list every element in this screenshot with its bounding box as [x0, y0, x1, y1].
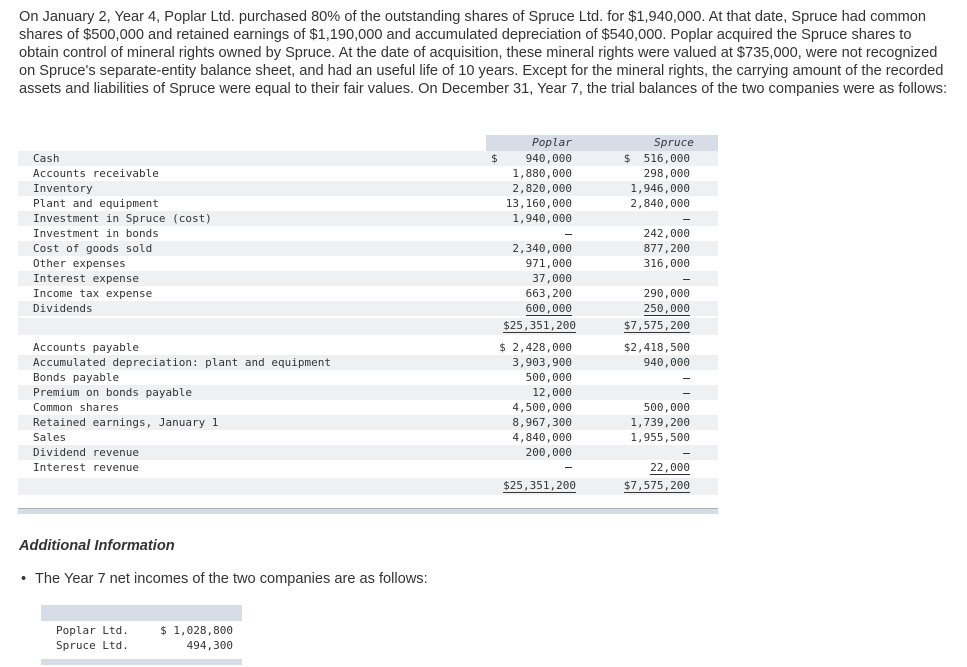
- spruce-amount: $2,418,500: [623, 341, 690, 354]
- bullet-icon: •: [21, 571, 27, 587]
- poplar-amount: 8,967,300: [512, 416, 572, 429]
- spruce-amount-dash: [604, 445, 690, 460]
- table-row: [18, 166, 718, 181]
- table-row: [18, 415, 718, 430]
- table-row: [18, 241, 718, 256]
- poplar-amount-dash: [486, 226, 572, 241]
- table-row: [18, 181, 718, 196]
- row-label: Dividend revenue: [33, 446, 139, 459]
- row-label: Retained earnings, January 1: [33, 416, 219, 429]
- spruce-amount: 940,000: [643, 356, 690, 369]
- spruce-amount-dash: [604, 271, 690, 286]
- table-row: [18, 256, 718, 271]
- net-income-table: [41, 605, 242, 665]
- spruce-amount: 877,200: [643, 242, 690, 255]
- row-label: Investment in bonds: [33, 227, 159, 240]
- table-row: [18, 271, 718, 286]
- row-label: Cost of goods sold: [33, 242, 153, 255]
- row-label: Plant and equipment: [33, 197, 159, 210]
- column-header-poplar: Poplar: [532, 136, 572, 149]
- table-footer-band: [18, 508, 718, 514]
- poplar-amount: 4,500,000: [512, 401, 572, 414]
- poplar-amount: 663,200: [525, 287, 572, 300]
- poplar-amount: 940,000: [525, 152, 572, 165]
- problem-intro-paragraph: On January 2, Year 4, Poplar Ltd. purchased 80% of the outstanding shares of Spruce Ltd. for $1,940,000. At that date, Spruce had common shares of $500,000 and retained earnings of $1,190,000 and accumulated depreciation of $540,000. Poplar acquired the Spruce shares to obtain control of mineral rights owned by Spruce. At the date of acquisition, these mineral rights were valued at $735,000, were not recognized on Spruce's separate-entity balance sheet, and had an useful life of 10 years. Except for the mineral rights, the carrying amount of the recorded assets and liabilities of Spruce were equal to their fair values. On December 31, Year 7, the trial balances of the two companies were as follows:: [19, 9, 948, 97]
- table-row: [18, 286, 718, 301]
- bullet-item: • The Year 7 net incomes of the two companies are as follows:: [21, 571, 428, 587]
- row-label: Investment in Spruce (cost): [33, 212, 212, 225]
- table-row: [18, 400, 718, 415]
- net-income-amount: $ 1,028,800: [160, 624, 233, 637]
- spruce-amount: 290,000: [643, 287, 690, 300]
- trial-balance-table: [18, 135, 718, 515]
- table-row: [18, 460, 718, 475]
- poplar-amount: 500,000: [525, 371, 572, 384]
- spruce-amount: 22,000: [650, 461, 690, 474]
- table-row: [18, 355, 718, 370]
- row-label: Interest expense: [33, 272, 139, 285]
- row-label: Premium on bonds payable: [33, 386, 192, 399]
- poplar-credit-total: $25,351,200: [503, 479, 576, 492]
- table-row: [18, 385, 718, 400]
- spruce-credit-total: $7,575,200: [623, 479, 690, 492]
- spruce-amount: 1,955,500: [630, 431, 690, 444]
- spruce-amount: $ 516,000: [623, 152, 690, 165]
- table-row: [18, 340, 718, 355]
- table-row: [41, 638, 242, 653]
- spruce-amount: 500,000: [643, 401, 690, 414]
- row-label: Dividends: [33, 302, 93, 315]
- spruce-amount: 298,000: [643, 167, 690, 180]
- table-row: [18, 301, 718, 316]
- poplar-amount: 3,903,900: [512, 356, 572, 369]
- row-label: Income tax expense: [33, 287, 153, 300]
- poplar-amount: 1,940,000: [512, 212, 572, 225]
- row-label: Inventory: [33, 182, 93, 195]
- spruce-amount: 316,000: [643, 257, 690, 270]
- table-row: [18, 445, 718, 460]
- table-row: [18, 151, 718, 166]
- spruce-amount-dash: [604, 211, 690, 226]
- net-income-amount: 494,300: [186, 639, 233, 652]
- spruce-amount: 242,000: [643, 227, 690, 240]
- credit-total-row: [18, 478, 718, 495]
- row-label: Accounts receivable: [33, 167, 159, 180]
- row-label: Sales: [33, 431, 67, 444]
- poplar-debit-total: $25,351,200: [503, 319, 576, 332]
- spruce-amount-dash: [604, 385, 690, 400]
- poplar-amount: 2,820,000: [512, 182, 572, 195]
- spruce-amount: 1,739,200: [630, 416, 690, 429]
- table-row: [18, 370, 718, 385]
- spruce-amount: 250,000: [643, 302, 690, 315]
- poplar-amount: 971,000: [525, 257, 572, 270]
- table-row: [18, 430, 718, 445]
- spruce-amount: 1,946,000: [630, 182, 690, 195]
- poplar-amount: 600,000: [525, 302, 572, 315]
- spruce-debit-total: $7,575,200: [623, 319, 690, 332]
- poplar-amount: 13,160,000: [505, 197, 572, 210]
- net-income-header-band: [41, 605, 242, 621]
- row-label: Interest revenue: [33, 461, 139, 474]
- company-name: Poplar Ltd.: [56, 624, 129, 637]
- row-label: Cash: [33, 152, 60, 165]
- row-label: Other expenses: [33, 257, 126, 270]
- additional-info-heading: Additional Information: [19, 538, 175, 554]
- poplar-amount: 2,340,000: [512, 242, 572, 255]
- poplar-amount: 1,880,000: [512, 167, 572, 180]
- table-row: [18, 211, 718, 226]
- net-income-footer-band: [41, 659, 242, 665]
- poplar-amount-dash: [486, 460, 572, 475]
- poplar-amount: 200,000: [525, 446, 572, 459]
- poplar-amount: 37,000: [532, 272, 572, 285]
- row-label: Bonds payable: [33, 371, 120, 384]
- poplar-amount: $ 2,428,000: [499, 341, 572, 354]
- table-row: [41, 623, 242, 638]
- company-name: Spruce Ltd.: [56, 639, 129, 652]
- row-label: Accounts payable: [33, 341, 139, 354]
- spruce-amount-dash: [604, 370, 690, 385]
- debit-total-row: [18, 318, 718, 335]
- row-label: Common shares: [33, 401, 120, 414]
- column-header-spruce: Spruce: [654, 136, 694, 149]
- row-label: Accumulated depreciation: plant and equipment: [33, 356, 332, 369]
- currency-symbol: $: [491, 152, 498, 165]
- poplar-amount: 4,840,000: [512, 431, 572, 444]
- spruce-amount: 2,840,000: [630, 197, 690, 210]
- poplar-amount: 12,000: [532, 386, 572, 399]
- table-row: [18, 196, 718, 211]
- table-row: [18, 226, 718, 241]
